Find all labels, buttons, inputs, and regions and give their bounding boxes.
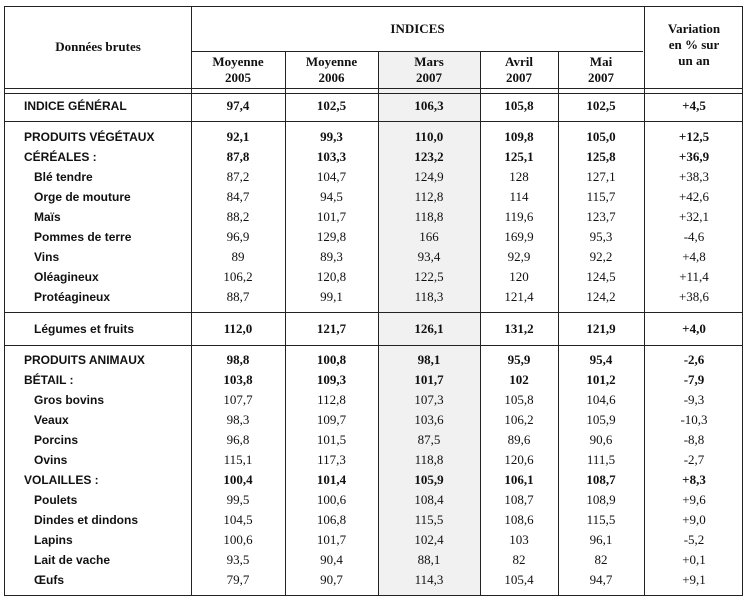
table-cell: 114,3: [414, 572, 444, 587]
col-header-moyenne-2005: Moyenne 2005: [212, 54, 264, 85]
table-cell: 92,9: [507, 249, 531, 264]
header-bottom-line: [5, 88, 742, 89]
table-cell: 100,4: [223, 472, 253, 487]
table-cell: 110,0: [414, 129, 444, 144]
table-cell: 105,9: [414, 472, 444, 487]
table-cell: 98,8: [226, 352, 250, 367]
table-cell: 87,5: [417, 432, 441, 447]
table-cell: 103,8: [223, 372, 253, 387]
table-cell: 115,1: [223, 452, 253, 467]
table-cell: 112,8: [414, 189, 444, 204]
table-cell: 104,6: [586, 392, 616, 407]
row-label: Dindes et dindons: [34, 513, 139, 527]
table-cell: 123,7: [586, 209, 616, 224]
table-cell: 88,1: [417, 552, 441, 567]
table-cell: 87,2: [226, 169, 250, 184]
row-label: BÉTAIL :: [24, 373, 74, 387]
variation-cell: +36,9: [678, 149, 710, 164]
table-cell: 100,6: [316, 492, 347, 507]
table-cell: 100,8: [316, 352, 347, 367]
table-cell: 89,6: [507, 432, 531, 447]
table-cell: 120,8: [316, 269, 347, 284]
price-index-table: [4, 6, 743, 596]
table-cell: 121,9: [586, 321, 616, 336]
table-cell: 101,7: [316, 209, 347, 224]
table-cell: 90,6: [589, 432, 613, 447]
table-cell: 105,9: [586, 412, 616, 427]
variation-cell: +38,3: [678, 169, 710, 184]
table-cell: 98,1: [417, 352, 441, 367]
row-label: PRODUITS ANIMAUX: [24, 353, 145, 367]
table-cell: 106,2: [223, 269, 253, 284]
row-label: Maïs: [34, 210, 61, 224]
table-cell: 106,1: [504, 472, 534, 487]
table-cell: 120,6: [504, 452, 534, 467]
table-cell: 99,5: [226, 492, 250, 507]
variation-cell: +8,3: [682, 472, 706, 487]
section-divider: [5, 345, 742, 346]
table-cell: 84,7: [226, 189, 250, 204]
table-cell: 103,6: [414, 412, 444, 427]
row-label: Veaux: [34, 413, 69, 427]
table-cell: 96,9: [226, 229, 250, 244]
table-cell: 123,2: [414, 149, 444, 164]
table-cell: 106,2: [504, 412, 534, 427]
table-cell: 100,6: [223, 532, 253, 547]
table-cell: 108,7: [504, 492, 534, 507]
table-cell: 105,4: [504, 572, 534, 587]
table-cell: 108,9: [586, 492, 616, 507]
section-divider: [5, 121, 742, 122]
table-cell: 93,4: [417, 249, 441, 264]
table-cell: 119,6: [504, 209, 534, 224]
table-cell: 101,4: [316, 472, 347, 487]
table-cell: 88,2: [226, 209, 250, 224]
table-cell: 128: [509, 169, 529, 184]
table-cell: 129,8: [316, 229, 347, 244]
table-cell: 106,3: [414, 98, 444, 113]
header-bottom-line-double: [5, 93, 742, 94]
row-label: VOLAILLES :: [24, 473, 99, 487]
variation-cell: -9,3: [683, 392, 705, 407]
variation-cell: +12,5: [678, 129, 710, 144]
table-cell: 169,9: [504, 229, 534, 244]
table-cell: 82: [512, 552, 526, 567]
table-cell: 103: [509, 532, 529, 547]
variation-cell: +32,1: [678, 209, 710, 224]
row-label: Gros bovins: [34, 393, 105, 407]
col-header-mars-2007: Mars 2007: [414, 54, 444, 85]
table-cell: 96,8: [226, 432, 250, 447]
row-label: Oléagineux: [34, 270, 99, 284]
row-label: INDICE GÉNÉRAL: [24, 99, 127, 113]
table-cell: 99,3: [320, 129, 343, 144]
table-cell: 87,8: [226, 149, 250, 164]
table-cell: 118,8: [414, 209, 444, 224]
table-cell: 89,3: [320, 249, 343, 264]
table-cell: 125,1: [504, 149, 534, 164]
variation-cell: -10,3: [680, 412, 708, 427]
table-cell: 102,5: [316, 98, 347, 113]
table-cell: 96,1: [589, 532, 613, 547]
table-cell: 105,8: [504, 392, 534, 407]
section-divider: [5, 312, 742, 313]
header-subdivider: [191, 51, 643, 52]
table-cell: 89: [231, 249, 245, 264]
table-cell: 106,8: [316, 512, 347, 527]
table-cell: 104,7: [316, 169, 347, 184]
variation-cell: +9,6: [682, 492, 706, 507]
variation-cell: -2,6: [683, 352, 705, 367]
variation-cell: +4,8: [682, 249, 706, 264]
table-cell: 102,4: [414, 532, 444, 547]
variation-cell: +11,4: [679, 269, 709, 284]
table-cell: 115,7: [586, 189, 616, 204]
variation-cell: +4,5: [682, 98, 706, 113]
table-cell: 104,5: [223, 512, 253, 527]
table-cell: 109,7: [316, 412, 347, 427]
table-cell: 101,5: [316, 432, 347, 447]
table-cell: 111,5: [586, 452, 616, 467]
row-label: Lait de vache: [34, 553, 111, 567]
table-cell: 88,7: [226, 289, 250, 304]
table-cell: 114: [509, 189, 529, 204]
row-label: Blé tendre: [34, 170, 93, 184]
table-cell: 127,1: [586, 169, 616, 184]
table-cell: 124,9: [414, 169, 444, 184]
table-cell: 95,9: [507, 352, 531, 367]
table-cell: 118,3: [414, 289, 444, 304]
row-label: Légumes et fruits: [34, 322, 135, 336]
table-cell: 101,7: [414, 372, 444, 387]
table-cell: 94,5: [320, 189, 343, 204]
col-header-variation: Variation en % sur un an: [667, 21, 721, 68]
row-label: Ovins: [34, 453, 68, 467]
table-cell: 109,3: [316, 372, 347, 387]
table-cell: 166: [419, 229, 439, 244]
table-cell: 92,2: [589, 249, 613, 264]
table-cell: 93,5: [226, 552, 250, 567]
table-cell: 115,5: [414, 512, 444, 527]
table-cell: 131,2: [504, 321, 534, 336]
indices-group-title: INDICES: [390, 21, 445, 36]
variation-cell: -4,6: [683, 229, 705, 244]
table-cell: 121,4: [504, 289, 534, 304]
table-cell: 103,3: [316, 149, 347, 164]
variation-cell: -8,8: [683, 432, 705, 447]
row-label: Poulets: [34, 493, 78, 507]
table-cell: 107,7: [223, 392, 253, 407]
row-label: Protéagineux: [34, 290, 111, 304]
table-cell: 126,1: [414, 321, 444, 336]
row-label: Orge de mouture: [34, 190, 131, 204]
table-cell: 95,3: [589, 229, 613, 244]
table-cell: 97,4: [226, 98, 250, 113]
table-cell: 98,3: [226, 412, 250, 427]
row-label-header: Données brutes: [55, 39, 141, 54]
table-cell: 124,5: [586, 269, 616, 284]
table-cell: 118,8: [414, 452, 444, 467]
col-header-mai-2007: Mai 2007: [588, 54, 614, 85]
table-cell: 109,8: [504, 129, 534, 144]
table-cell: 117,3: [317, 452, 346, 467]
table-cell: 105,0: [586, 129, 616, 144]
variation-cell: +4,0: [682, 321, 706, 336]
table-cell: 125,8: [586, 149, 616, 164]
table-cell: 108,4: [414, 492, 444, 507]
row-label: Lapins: [34, 533, 73, 547]
table-cell: 90,7: [320, 572, 343, 587]
table-cell: 121,7: [316, 321, 347, 336]
table-cell: 105,8: [504, 98, 534, 113]
table-cell: 92,1: [226, 129, 250, 144]
table-cell: 90,4: [320, 552, 343, 567]
table-cell: 94,7: [589, 572, 613, 587]
row-label: Porcins: [34, 433, 79, 447]
row-label: PRODUITS VÉGÉTAUX: [24, 130, 155, 144]
table-cell: 122,5: [414, 269, 444, 284]
variation-cell: -5,2: [683, 532, 705, 547]
table-cell: 99,1: [320, 289, 343, 304]
table-cell: 112,8: [317, 392, 346, 407]
table-cell: 112,0: [223, 321, 253, 336]
variation-cell: -2,7: [683, 452, 705, 467]
variation-cell: +38,6: [678, 289, 710, 304]
table-cell: 102: [509, 372, 529, 387]
table-cell: 95,4: [589, 352, 613, 367]
variation-cell: +9,0: [682, 512, 706, 527]
table-cell: 115,5: [586, 512, 616, 527]
variation-cell: +0,1: [682, 552, 706, 567]
variation-cell: +9,1: [682, 572, 706, 587]
table-cell: 101,2: [586, 372, 616, 387]
table-cell: 82: [594, 552, 608, 567]
table-cell: 107,3: [414, 392, 444, 407]
table-cell: 101,7: [316, 532, 347, 547]
table-cell: 79,7: [226, 572, 250, 587]
col-header-moyenne-2006: Moyenne 2006: [305, 54, 358, 85]
table-cell: 102,5: [586, 98, 616, 113]
table-cell: 108,7: [586, 472, 616, 487]
row-label: Pommes de terre: [34, 230, 132, 244]
table-cell: 124,2: [586, 289, 616, 304]
variation-cell: +42,6: [678, 189, 710, 204]
row-label: Œufs: [34, 573, 64, 587]
row-label: CÉRÉALES :: [24, 150, 97, 164]
table-cell: 120: [509, 269, 529, 284]
row-label: Vins: [34, 250, 60, 264]
col-header-avril-2007: Avril 2007: [505, 54, 533, 85]
variation-cell: -7,9: [683, 372, 705, 387]
table-cell: 108,6: [504, 512, 534, 527]
